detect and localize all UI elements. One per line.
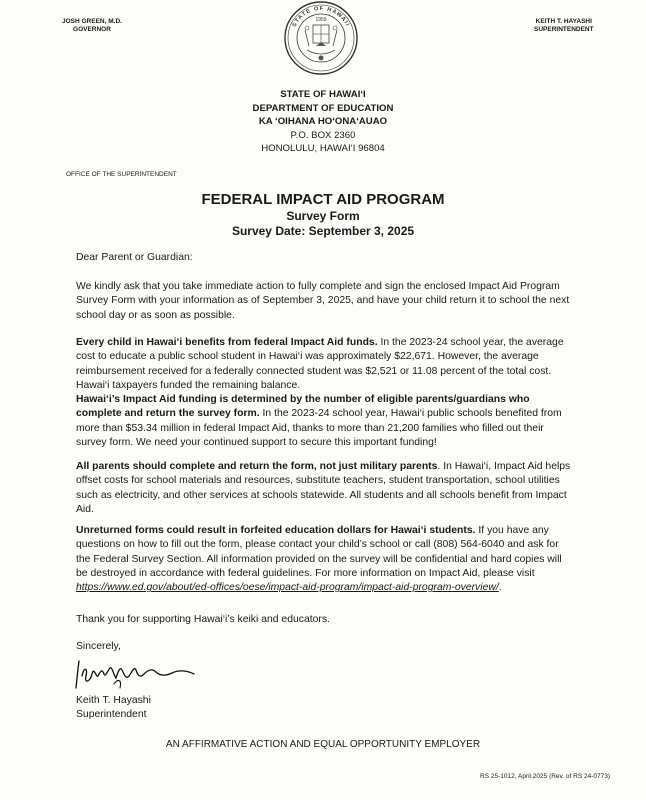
- salutation: Dear Parent or Guardian:: [76, 252, 193, 263]
- paragraph-4-bold: All parents should complete and return the form, not just military parents: [76, 461, 438, 472]
- governor-title: GOVERNOR: [73, 26, 111, 33]
- state-seal-icon: [283, 0, 359, 76]
- title-block: [0, 190, 646, 239]
- form-number: RS 25-1012, April 2025 (Rev. of RS 24-0773): [480, 773, 610, 780]
- paragraph-3-text: In the 2023-24 school year, Hawai‘i public schools benefited from more than $53.34 million in federal Impact Aid, thanks to more than 21,200 families who filled out their survey form. We need your continued support to secure this important funding!: [76, 408, 562, 448]
- equal-opportunity-statement: AN AFFIRMATIVE ACTION AND EQUAL OPPORTUNITY EMPLOYER: [165, 739, 481, 750]
- state-name: STATE OF HAWAI‘I: [280, 89, 366, 100]
- city-line: HONOLULU, HAWAI‘I 96804: [261, 143, 385, 155]
- closing-line: Sincerely,: [76, 641, 121, 652]
- paragraph-5-bold: Unreturned forms could result in forfeited education dollars for Hawai‘i students.: [76, 525, 476, 536]
- signature-icon: [74, 658, 214, 692]
- po-box: P.O. BOX 2360: [290, 129, 356, 141]
- paragraph-1: [76, 280, 572, 323]
- superintendent-block: [534, 18, 594, 34]
- paragraph-4: [76, 460, 572, 517]
- paragraph-3: [76, 393, 572, 450]
- seal-outer-text: STATE OF HAWAII: [291, 5, 351, 29]
- department-address: [0, 88, 646, 156]
- signer-block: [76, 694, 151, 723]
- paragraph-2: [76, 336, 572, 393]
- impact-aid-link[interactable]: https://www.ed.gov/about/ed-offices/oese/impact-aid-program/impact-aid-program-overview/: [76, 582, 499, 594]
- program-title: FEDERAL IMPACT AID PROGRAM: [201, 191, 445, 208]
- paragraph-2-bold: Every child in Hawai‘i benefits from federal Impact Aid funds.: [76, 337, 378, 348]
- paragraph-4-text: . In Hawai‘i, Impact Aid helps offset costs for school materials and resources, substitute teachers, student transportation, school utilities such as electricity, and other services at schools statewide. All students and all schools benefit from Impact Aid.: [76, 461, 571, 515]
- paragraph-5-end: .: [498, 582, 502, 594]
- superintendent-name: KEITH T. HAYASHI: [535, 18, 592, 25]
- paragraph-5: [76, 524, 572, 595]
- signer-name: Keith T. Hayashi: [76, 695, 151, 706]
- department-name: DEPARTMENT OF EDUCATION: [252, 102, 394, 114]
- paragraph-1-text: We kindly ask that you take immediate action to fully complete and sign the enclosed Impact Aid Program Survey Form with your information as of September 3, 2025, and have your child return it to school the next school day or as soon as possible.: [76, 281, 570, 321]
- seal-year: 1959: [315, 17, 327, 23]
- superintendent-title: SUPERINTENDENT: [534, 26, 594, 33]
- form-title: Survey Form: [286, 209, 360, 223]
- governor-name: JOSH GREEN, M.D.: [62, 18, 122, 25]
- office-label: OFFICE OF THE SUPERINTENDENT: [66, 171, 177, 178]
- department-hawaiian-name: KA ‘OIHANA HO‘ONA‘AUAO: [258, 116, 388, 128]
- governor-block: [62, 18, 122, 34]
- paragraph-2-text: In the 2023-24 school year, the average cost to educate a public school student in Hawai‘i was approximately $22,671. However, the average reimbursement received for a federally connected student was $2,521 or 11.08 percent of the total cost. Hawai‘i taxpayers funded the remaining balance.: [76, 337, 564, 391]
- paragraph-5-text: If you have any questions on how to fill out the form, please contact your child’s school or call (808) 564-6040 and ask for the Federal Survey Section. All information provided on the survey will be confidential and hard copies will be destroyed in accordance with federal guidelines. For more information on Impact Aid, please visit: [76, 525, 562, 579]
- survey-date: Survey Date: September 3, 2025: [231, 224, 415, 238]
- paragraph-3-bold: Hawai‘i’s Impact Aid funding is determined by the number of eligible parents/guardians who complete and return the survey form.: [76, 394, 530, 420]
- thanks-line: Thank you for supporting Hawai‘i’s keiki and educators.: [76, 614, 330, 625]
- signer-title: Superintendent: [76, 709, 147, 721]
